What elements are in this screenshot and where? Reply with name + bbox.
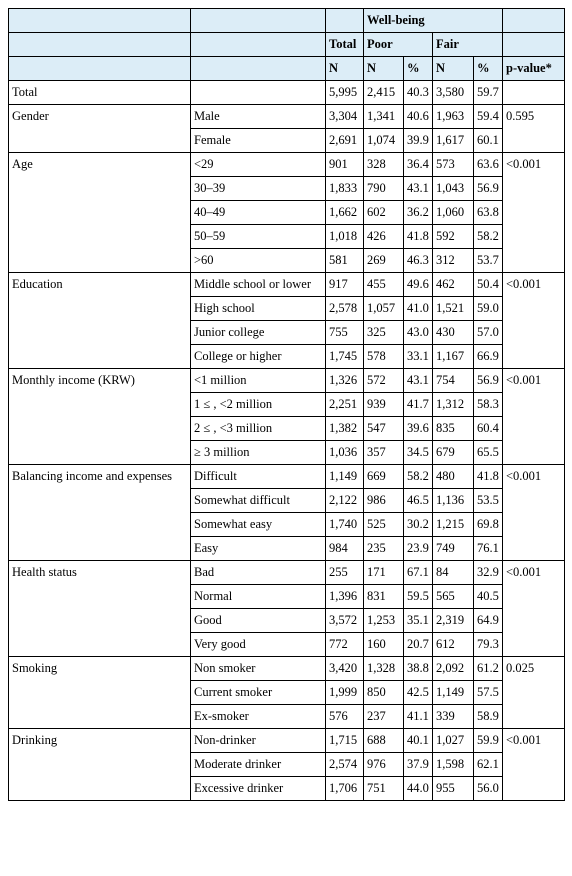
table-row <box>9 105 565 129</box>
poor-n-cell: 602 <box>364 201 404 225</box>
header-blank <box>9 9 191 33</box>
fair-n-cell: 2,092 <box>433 657 474 681</box>
poor-pct-cell: 59.5 <box>404 585 433 609</box>
poor-n-cell: 939 <box>364 393 404 417</box>
poor-pct-cell: 41.7 <box>404 393 433 417</box>
pvalue-cell: <0.001 <box>503 153 565 273</box>
total-n-cell: 1,745 <box>326 345 364 369</box>
poor-pct-cell: 43.1 <box>404 177 433 201</box>
header-blank <box>326 9 364 33</box>
category-cell: Middle school or lower <box>191 273 326 297</box>
fair-pct-cell: 59.9 <box>474 729 503 753</box>
poor-n-cell: 525 <box>364 513 404 537</box>
poor-n-cell: 328 <box>364 153 404 177</box>
category-cell: Normal <box>191 585 326 609</box>
category-cell: Non smoker <box>191 657 326 681</box>
poor-pct-cell: 44.0 <box>404 777 433 801</box>
total-n-cell: 2,574 <box>326 753 364 777</box>
fair-n-cell: 835 <box>433 417 474 441</box>
poor-n-cell: 455 <box>364 273 404 297</box>
category-cell: Current smoker <box>191 681 326 705</box>
total-n-cell: 1,149 <box>326 465 364 489</box>
variable-cell: Total <box>9 81 191 105</box>
poor-n-cell: 976 <box>364 753 404 777</box>
poor-pct-cell: 41.0 <box>404 297 433 321</box>
poor-pct-cell: 67.1 <box>404 561 433 585</box>
category-cell: Non-drinker <box>191 729 326 753</box>
total-n-cell: 2,122 <box>326 489 364 513</box>
poor-n-cell: 578 <box>364 345 404 369</box>
pvalue-cell: <0.001 <box>503 465 565 561</box>
fair-n-cell: 1,598 <box>433 753 474 777</box>
fair-n-cell: 2,319 <box>433 609 474 633</box>
category-cell: Easy <box>191 537 326 561</box>
fair-pct-cell: 62.1 <box>474 753 503 777</box>
fair-n-cell: 430 <box>433 321 474 345</box>
fair-n-cell: 754 <box>433 369 474 393</box>
total-n-cell: 581 <box>326 249 364 273</box>
fair-n-cell: 1,136 <box>433 489 474 513</box>
total-n-cell: 772 <box>326 633 364 657</box>
wellbeing-table <box>8 8 565 801</box>
poor-n-cell: 547 <box>364 417 404 441</box>
table-row-total <box>9 81 565 105</box>
table-row <box>9 657 565 681</box>
header-row-2 <box>9 33 565 57</box>
poor-pct-cell: 39.9 <box>404 129 433 153</box>
fair-n-cell: 1,617 <box>433 129 474 153</box>
poor-n-cell: 572 <box>364 369 404 393</box>
poor-pct-cell: 35.1 <box>404 609 433 633</box>
table-row <box>9 273 565 297</box>
poor-n-cell: 831 <box>364 585 404 609</box>
category-cell: Bad <box>191 561 326 585</box>
fair-pct-cell: 57.0 <box>474 321 503 345</box>
fair-pct-cell: 32.9 <box>474 561 503 585</box>
fair-pct-cell: 76.1 <box>474 537 503 561</box>
fair-n-cell: 1,312 <box>433 393 474 417</box>
variable-cell: Health status <box>9 561 191 657</box>
total-n-cell: 1,706 <box>326 777 364 801</box>
pvalue-cell: <0.001 <box>503 369 565 465</box>
category-cell: College or higher <box>191 345 326 369</box>
fair-pct-cell: 58.3 <box>474 393 503 417</box>
category-cell: ≥ 3 million <box>191 441 326 465</box>
header-blank <box>9 33 191 57</box>
fair-pct-cell: 56.9 <box>474 177 503 201</box>
poor-pct-cell: 39.6 <box>404 417 433 441</box>
total-n-cell: 576 <box>326 705 364 729</box>
fair-pct-cell: 56.0 <box>474 777 503 801</box>
poor-pct-cell: 36.4 <box>404 153 433 177</box>
category-cell: Good <box>191 609 326 633</box>
fair-n-cell: 1,167 <box>433 345 474 369</box>
poor-n-cell: 669 <box>364 465 404 489</box>
total-n-cell: 3,572 <box>326 609 364 633</box>
fair-pct-cell: 58.2 <box>474 225 503 249</box>
fair-n-cell: 573 <box>433 153 474 177</box>
total-n-cell: 1,382 <box>326 417 364 441</box>
poor-n-cell: 790 <box>364 177 404 201</box>
poor-pct-cell: 30.2 <box>404 513 433 537</box>
total-n-cell: 1,715 <box>326 729 364 753</box>
header-blank <box>191 9 326 33</box>
fair-n-cell: 1,149 <box>433 681 474 705</box>
fair-pct-cell: 61.2 <box>474 657 503 681</box>
total-n-cell: 1,740 <box>326 513 364 537</box>
pvalue-cell: <0.001 <box>503 561 565 657</box>
total-n-cell: 255 <box>326 561 364 585</box>
fair-n-cell: 312 <box>433 249 474 273</box>
poor-n-cell: 751 <box>364 777 404 801</box>
fair-n-cell: 1,215 <box>433 513 474 537</box>
poor-n-cell: 160 <box>364 633 404 657</box>
poor-n-cell: 850 <box>364 681 404 705</box>
fair-n-cell: 1,027 <box>433 729 474 753</box>
total-n-cell: 1,018 <box>326 225 364 249</box>
pvalue-cell: <0.001 <box>503 729 565 801</box>
category-cell: Difficult <box>191 465 326 489</box>
poor-n-cell: 1,341 <box>364 105 404 129</box>
category-cell: 50–59 <box>191 225 326 249</box>
poor-n-cell: 357 <box>364 441 404 465</box>
total-n-cell: 1,833 <box>326 177 364 201</box>
fair-n-cell: 565 <box>433 585 474 609</box>
category-cell: Male <box>191 105 326 129</box>
total-n-cell: 1,662 <box>326 201 364 225</box>
fair-n-cell: 955 <box>433 777 474 801</box>
total-n-cell: 2,578 <box>326 297 364 321</box>
category-cell: >60 <box>191 249 326 273</box>
fair-pct-cell: 64.9 <box>474 609 503 633</box>
poor-pct-cell: 46.5 <box>404 489 433 513</box>
total-n-cell: 984 <box>326 537 364 561</box>
header-row-3 <box>9 57 565 81</box>
header-n: N <box>364 57 404 81</box>
fair-pct-cell: 53.7 <box>474 249 503 273</box>
fair-pct-cell: 56.9 <box>474 369 503 393</box>
total-n-cell: 2,251 <box>326 393 364 417</box>
fair-n-cell: 3,580 <box>433 81 474 105</box>
poor-pct-cell: 49.6 <box>404 273 433 297</box>
fair-pct-cell: 60.4 <box>474 417 503 441</box>
header-fair: Fair <box>433 33 503 57</box>
variable-cell: Drinking <box>9 729 191 801</box>
poor-pct-cell: 34.5 <box>404 441 433 465</box>
poor-pct-cell: 43.1 <box>404 369 433 393</box>
category-cell: <1 million <box>191 369 326 393</box>
category-cell <box>191 81 326 105</box>
fair-pct-cell: 57.5 <box>474 681 503 705</box>
fair-pct-cell: 50.4 <box>474 273 503 297</box>
variable-cell: Smoking <box>9 657 191 729</box>
header-pct: % <box>404 57 433 81</box>
total-n-cell: 3,420 <box>326 657 364 681</box>
variable-cell: Balancing income and expenses <box>9 465 191 561</box>
poor-n-cell: 1,253 <box>364 609 404 633</box>
poor-n-cell: 2,415 <box>364 81 404 105</box>
total-n-cell: 3,304 <box>326 105 364 129</box>
poor-n-cell: 688 <box>364 729 404 753</box>
poor-pct-cell: 36.2 <box>404 201 433 225</box>
fair-pct-cell: 41.8 <box>474 465 503 489</box>
fair-n-cell: 592 <box>433 225 474 249</box>
fair-n-cell: 1,060 <box>433 201 474 225</box>
pvalue-cell: <0.001 <box>503 273 565 369</box>
header-poor: Poor <box>364 33 433 57</box>
category-cell: High school <box>191 297 326 321</box>
variable-cell: Education <box>9 273 191 369</box>
poor-n-cell: 1,328 <box>364 657 404 681</box>
poor-n-cell: 1,074 <box>364 129 404 153</box>
poor-pct-cell: 40.3 <box>404 81 433 105</box>
poor-n-cell: 235 <box>364 537 404 561</box>
poor-pct-cell: 58.2 <box>404 465 433 489</box>
pvalue-cell <box>503 81 565 105</box>
fair-n-cell: 339 <box>433 705 474 729</box>
category-cell: 30–39 <box>191 177 326 201</box>
fair-pct-cell: 63.6 <box>474 153 503 177</box>
fair-pct-cell: 69.8 <box>474 513 503 537</box>
poor-n-cell: 325 <box>364 321 404 345</box>
category-cell: Somewhat difficult <box>191 489 326 513</box>
category-cell: 40–49 <box>191 201 326 225</box>
header-blank <box>503 33 565 57</box>
fair-pct-cell: 60.1 <box>474 129 503 153</box>
poor-pct-cell: 40.1 <box>404 729 433 753</box>
header-blank <box>191 33 326 57</box>
header-n: N <box>433 57 474 81</box>
header-total: Total <box>326 33 364 57</box>
table-row <box>9 561 565 585</box>
header-pvalue: p-value* <box>503 57 565 81</box>
pvalue-cell: 0.025 <box>503 657 565 729</box>
poor-pct-cell: 38.8 <box>404 657 433 681</box>
fair-pct-cell: 59.0 <box>474 297 503 321</box>
fair-pct-cell: 59.7 <box>474 81 503 105</box>
header-blank <box>503 9 565 33</box>
category-cell: Somewhat easy <box>191 513 326 537</box>
variable-cell: Monthly income (KRW) <box>9 369 191 465</box>
header-blank <box>191 57 326 81</box>
poor-pct-cell: 33.1 <box>404 345 433 369</box>
poor-pct-cell: 40.6 <box>404 105 433 129</box>
header-wellbeing: Well-being <box>364 9 503 33</box>
poor-pct-cell: 42.5 <box>404 681 433 705</box>
poor-pct-cell: 41.8 <box>404 225 433 249</box>
poor-pct-cell: 23.9 <box>404 537 433 561</box>
variable-cell: Age <box>9 153 191 273</box>
category-cell: Very good <box>191 633 326 657</box>
poor-n-cell: 426 <box>364 225 404 249</box>
category-cell: 2 ≤ , <3 million <box>191 417 326 441</box>
total-n-cell: 2,691 <box>326 129 364 153</box>
table-body <box>9 81 565 801</box>
total-n-cell: 755 <box>326 321 364 345</box>
fair-pct-cell: 66.9 <box>474 345 503 369</box>
category-cell: Female <box>191 129 326 153</box>
total-n-cell: 1,326 <box>326 369 364 393</box>
fair-pct-cell: 65.5 <box>474 441 503 465</box>
poor-n-cell: 1,057 <box>364 297 404 321</box>
total-n-cell: 5,995 <box>326 81 364 105</box>
fair-n-cell: 679 <box>433 441 474 465</box>
total-n-cell: 1,396 <box>326 585 364 609</box>
total-n-cell: 917 <box>326 273 364 297</box>
fair-pct-cell: 58.9 <box>474 705 503 729</box>
total-n-cell: 1,999 <box>326 681 364 705</box>
fair-pct-cell: 40.5 <box>474 585 503 609</box>
fair-n-cell: 749 <box>433 537 474 561</box>
fair-n-cell: 480 <box>433 465 474 489</box>
category-cell: 1 ≤ , <2 million <box>191 393 326 417</box>
category-cell: <29 <box>191 153 326 177</box>
pvalue-cell: 0.595 <box>503 105 565 153</box>
header-blank <box>9 57 191 81</box>
poor-n-cell: 269 <box>364 249 404 273</box>
total-n-cell: 1,036 <box>326 441 364 465</box>
fair-pct-cell: 59.4 <box>474 105 503 129</box>
header-row-1 <box>9 9 565 33</box>
fair-n-cell: 1,043 <box>433 177 474 201</box>
fair-n-cell: 1,963 <box>433 105 474 129</box>
category-cell: Junior college <box>191 321 326 345</box>
fair-n-cell: 612 <box>433 633 474 657</box>
header-n: N <box>326 57 364 81</box>
fair-n-cell: 84 <box>433 561 474 585</box>
poor-n-cell: 171 <box>364 561 404 585</box>
table-container <box>8 8 565 801</box>
category-cell: Excessive drinker <box>191 777 326 801</box>
poor-n-cell: 237 <box>364 705 404 729</box>
fair-pct-cell: 63.8 <box>474 201 503 225</box>
table-row <box>9 729 565 753</box>
poor-pct-cell: 37.9 <box>404 753 433 777</box>
total-n-cell: 901 <box>326 153 364 177</box>
poor-pct-cell: 20.7 <box>404 633 433 657</box>
table-row <box>9 369 565 393</box>
poor-n-cell: 986 <box>364 489 404 513</box>
poor-pct-cell: 41.1 <box>404 705 433 729</box>
table-row <box>9 153 565 177</box>
fair-pct-cell: 79.3 <box>474 633 503 657</box>
variable-cell: Gender <box>9 105 191 153</box>
category-cell: Moderate drinker <box>191 753 326 777</box>
poor-pct-cell: 46.3 <box>404 249 433 273</box>
poor-pct-cell: 43.0 <box>404 321 433 345</box>
fair-n-cell: 1,521 <box>433 297 474 321</box>
header-pct: % <box>474 57 503 81</box>
fair-pct-cell: 53.5 <box>474 489 503 513</box>
fair-n-cell: 462 <box>433 273 474 297</box>
category-cell: Ex-smoker <box>191 705 326 729</box>
table-row <box>9 465 565 489</box>
